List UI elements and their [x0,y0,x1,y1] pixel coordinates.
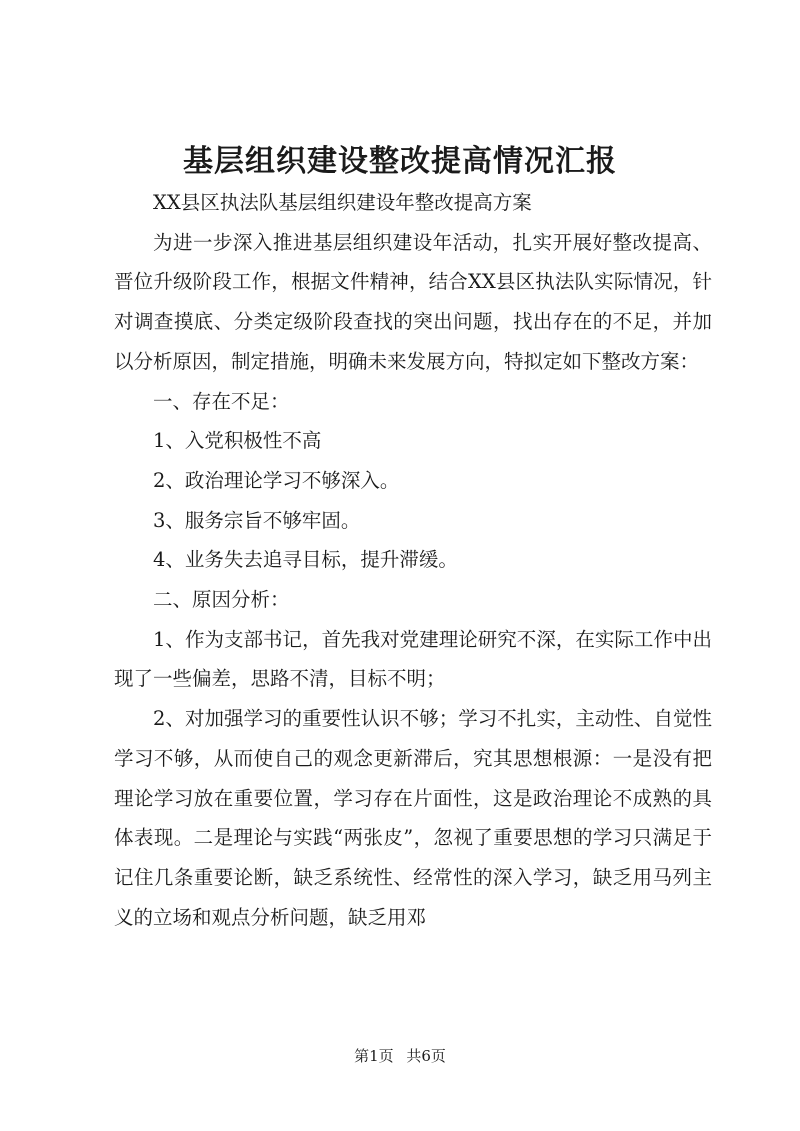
page-footer [0,1045,800,1066]
list-item: 2、政治理论学习不够深入。 [153,468,400,492]
list-item: 3、服务宗旨不够牢固。 [153,508,361,532]
paragraph-intro: 为进一步深入推进基层组织建设年活动，扎实开展好整改提高、晋位升级阶段工作，根据文件精神，结合XX县区执法队实际情况，针对调查摸底、分类定级阶段查找的突出问题，找出存在的不足，并加以分析原因，制定措施，明确未来发展方向，特拟定如下整改方案： [114,230,712,373]
section-heading-analysis: 二、原因分析： [153,588,290,612]
document-body [114,183,712,937]
section-heading-shortcomings: 一、存在不足： [153,389,290,413]
page-total: 共6页 [406,1047,446,1065]
paragraph-subtitle: XX县区执法队基层组织建设年整改提高方案 [153,191,532,214]
analysis-paragraph: 1、作为支部书记，首先我对党建理论研究不深，在实际工作中出现了一些偏差，思路不清，目标不明； [114,627,712,691]
list-item: 1、入党积极性不高 [153,429,322,453]
analysis-paragraph: 2、对加强学习的重要性认识不够；学习不扎实，主动性、自觉性学习不够，从而使自己的观念更新滞后，究其思想根源：一是没有把理论学习放在重要位置，学习存在片面性，这是政治理论不成熟的具体表现。二是理论与实践“两张皮”，忽视了重要思想的学习只满足于记住几条重要论断，缺乏系统性、经常性的深入学习，缺乏用马列主义的立场和观点分析问题，缺乏用邓 [114,707,712,929]
document-title: 基层组织建设整改提高情况汇报 [183,144,617,179]
page-number: 第1页 [354,1047,394,1065]
list-item: 4、业务失去追寻目标，提升滞缓。 [153,548,458,572]
